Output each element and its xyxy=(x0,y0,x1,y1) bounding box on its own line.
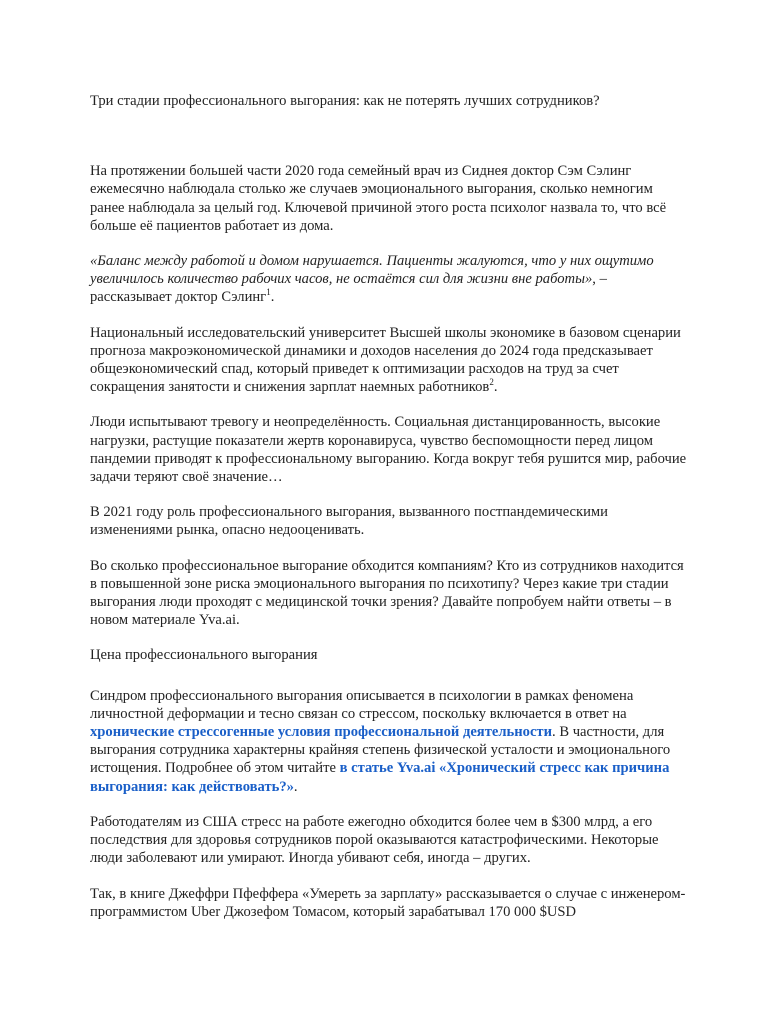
yva-chronic-stress-article-link[interactable]: в статье Yva.ai «Хронический стресс как причина выгорания: как действовать?» xyxy=(90,760,670,795)
syndrome-text-b: . В частности, для выгорания сотрудника характерны крайняя степень физической усталости и эмоционального истощения. Подробнее об этом читайте xyxy=(90,724,671,777)
paragraph-us-employers: Работодателям из США стресс на работе ежегодно обходится более чем в $300 млрд, а его последствия для здоровья сотрудников порой оказываются катастрофическими. Некоторые люди заболевают или умирают. Иногда убивают себя, иногда – других. xyxy=(90,813,659,867)
syndrome-text-a: Синдром профессионального выгорания описывается в психологии в рамках феномена личностной деформации и тесно связан со стрессом, поскольку включается в ответ на xyxy=(90,687,634,722)
hse-forecast-text: Национальный исследовательский университет Высшей школы экономике в базовом сценарии прогноза макроэкономической динамики и доходов населения до 2024 года предсказывает общеэкономический спад, который приведет к оптимизации расходов на труд за счет сокращения занятости и снижения зарплат наемных работников xyxy=(90,324,681,396)
syndrome-text-c: . xyxy=(293,778,298,795)
paragraph-2021: В 2021 году роль профессионального выгорания, вызванного постпандемическими изменениями рынка, опасно недооценивать. xyxy=(90,504,608,539)
section-heading-burnout-cost: Цена профессионального выгорания xyxy=(90,647,318,664)
hse-forecast-period: . xyxy=(493,379,498,396)
paragraph-syndrome xyxy=(90,687,690,796)
paragraph-hse-forecast xyxy=(90,324,690,397)
footnote-ref-1[interactable]: 1 xyxy=(266,287,271,298)
quote-italic-text: «Баланс между работой и домом нарушается. Пациенты жалуются, что у них ощутимо увеличилось количество рабочих часов, не остаётся сил для жизни вне работы» xyxy=(90,253,654,288)
chronic-stress-conditions-link[interactable]: хронические стрессогенные условия профессиональной деятельности xyxy=(90,724,553,741)
document-body xyxy=(90,92,690,938)
quote-period: . xyxy=(270,289,275,306)
footnote-ref-2[interactable]: 2 xyxy=(489,377,494,388)
quote-attribution: , – рассказывает доктор Сэлинг xyxy=(90,271,607,306)
paragraph-pfeffer-book: Так, в книге Джеффри Пфеффера «Умереть за зарплату» рассказывается о случае с инженером-программистом Uber Джозефом Томасом, который зарабатывал 170 000 $USD xyxy=(90,885,686,920)
document-title: Три стадии профессионального выгорания: как не потерять лучших сотрудников? xyxy=(90,93,600,109)
paragraph-quote xyxy=(90,252,690,307)
paragraph-intro: На протяжении большей части 2020 года семейный врач из Сиднея доктор Сэм Сэлинг ежемесячно наблюдала столько же случаев эмоционального выгорания, сколько немногим ранее наблюдала за целый год. Ключевой причиной этого роста психолог назвала то, что всё больше её пациентов работает из дома. xyxy=(90,163,667,234)
paragraph-anxiety: Люди испытывают тревогу и неопределённость. Социальная дистанцированность, высокие нагрузки, растущие показатели жертв коронавируса, чувство беспомощности перед лицом пандемии приводят к профессиональному выгоранию. Когда вокруг тебя рушится мир, рабочие задачи теряют своё значение… xyxy=(90,414,687,486)
paragraph-questions: Во сколько профессиональное выгорание обходится компаниям? Кто из сотрудников находится в повышенной зоне риска эмоционального выгорания по психотипу? Через какие три стадии выгорания люди проходят с медицинской точки зрения? Давайте попробуем найти ответы – в новом материале Yva.ai. xyxy=(90,557,684,629)
